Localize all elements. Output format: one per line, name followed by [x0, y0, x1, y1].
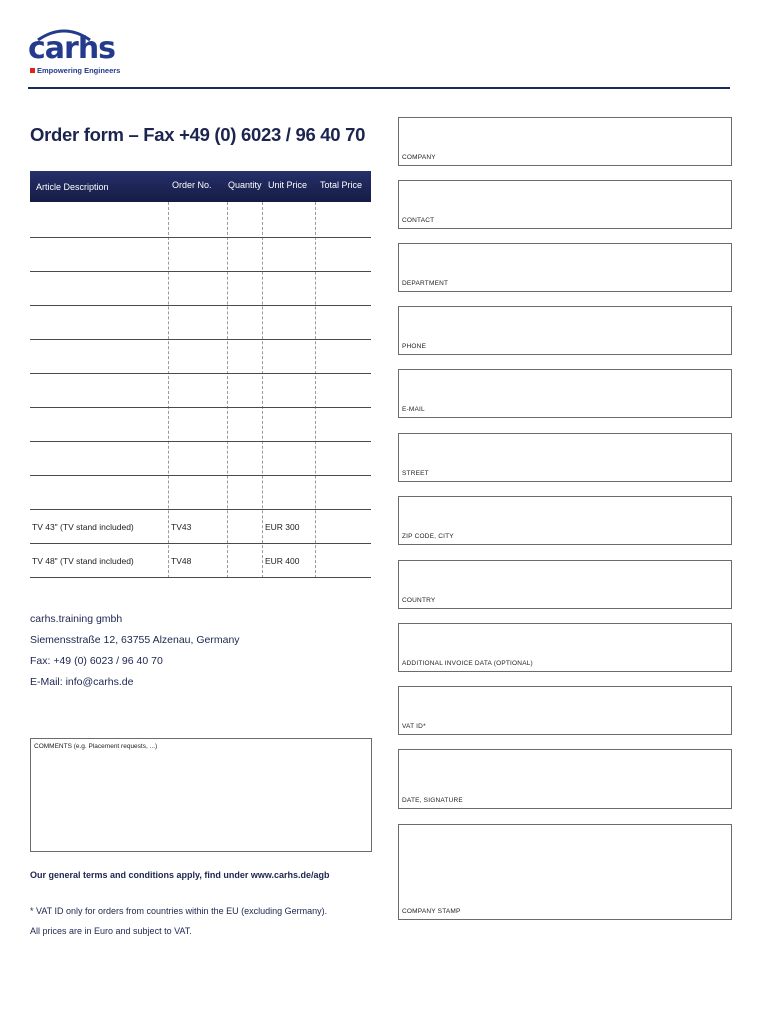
invoice-data-field[interactable] — [398, 623, 732, 672]
phone-field-label: PHONE — [402, 343, 427, 350]
vat-id-field[interactable] — [398, 686, 732, 735]
country-field[interactable] — [398, 560, 732, 609]
street-field-label: STREET — [402, 470, 429, 477]
company-stamp-field-label: COMPANY STAMP — [402, 908, 461, 915]
product-unit-price: EUR 300 — [265, 522, 300, 532]
table-row[interactable] — [30, 407, 371, 408]
product-order-no: TV48 — [171, 556, 192, 566]
order-table-header — [30, 171, 371, 202]
zip-city-field[interactable] — [398, 496, 732, 545]
product-order-no: TV43 — [171, 522, 192, 532]
date-signature-field-label: DATE, SIGNATURE — [402, 797, 463, 804]
page-title: Order form – Fax +49 (0) 6023 / 96 40 70 — [30, 124, 366, 145]
department-field[interactable] — [398, 243, 732, 292]
product-description: TV 48" (TV stand included) — [32, 556, 134, 566]
email-field[interactable] — [398, 369, 732, 418]
street-field[interactable] — [398, 433, 732, 482]
header-article-description: Article Description — [36, 182, 109, 192]
table-row[interactable] — [30, 271, 371, 272]
prices-note: All prices are in Euro and subject to VAT. — [30, 926, 192, 936]
header-unit-price: Unit Price — [268, 180, 308, 190]
comments-field-label: COMMENTS (e.g. Placement requests, ...) — [34, 743, 158, 750]
column-divider — [227, 202, 228, 578]
carhs-logo — [28, 26, 121, 82]
vat-id-field-label: VAT ID* — [402, 723, 426, 730]
table-row[interactable] — [30, 577, 371, 578]
phone-field[interactable] — [398, 306, 732, 355]
column-divider — [262, 202, 263, 578]
table-row[interactable] — [30, 509, 371, 510]
address-email: E-Mail: info@carhs.de — [30, 676, 134, 688]
country-field-label: COUNTRY — [402, 597, 436, 604]
logo-wordmark: carhs — [28, 31, 116, 66]
email-field-label: E-MAIL — [402, 406, 425, 413]
terms-notice: Our general terms and conditions apply, find under www.carhs.de/agb — [30, 870, 330, 880]
company-stamp-field[interactable] — [398, 824, 732, 920]
address-company: carhs.training gmbh — [30, 613, 123, 625]
header-order-no: Order No. — [172, 180, 212, 190]
red-square-icon — [30, 68, 35, 73]
department-field-label: DEPARTMENT — [402, 280, 449, 287]
header-quantity: Quantity — [228, 180, 262, 190]
address-fax: Fax: +49 (0) 6023 / 96 40 70 — [30, 655, 163, 667]
comments-field[interactable] — [30, 738, 372, 852]
contact-field[interactable] — [398, 180, 732, 229]
header-total-price: Total Price — [320, 180, 363, 190]
table-row[interactable] — [30, 373, 371, 374]
column-divider — [168, 202, 169, 578]
company-field-label: COMPANY — [402, 154, 436, 161]
table-row[interactable] — [30, 237, 371, 238]
column-divider — [315, 202, 316, 578]
company-field[interactable] — [398, 117, 732, 166]
address-street: Siemensstraße 12, 63755 Alzenau, Germany — [30, 634, 240, 646]
vat-note: * VAT ID only for orders from countries within the EU (excluding Germany). — [30, 906, 328, 916]
invoice-data-field-label: ADDITIONAL INVOICE DATA (OPTIONAL) — [402, 660, 533, 667]
table-row[interactable] — [30, 543, 371, 544]
contact-field-label: CONTACT — [402, 217, 435, 224]
table-row[interactable] — [30, 339, 371, 340]
product-unit-price: EUR 400 — [265, 556, 300, 566]
zip-city-field-label: ZIP CODE, CITY — [402, 533, 454, 540]
header-divider — [28, 87, 730, 89]
logo-tagline: Empowering Engineers — [30, 66, 120, 75]
table-row[interactable] — [30, 475, 371, 476]
date-signature-field[interactable] — [398, 749, 732, 809]
product-description: TV 43" (TV stand included) — [32, 522, 134, 532]
table-row[interactable] — [30, 441, 371, 442]
table-row[interactable] — [30, 305, 371, 306]
